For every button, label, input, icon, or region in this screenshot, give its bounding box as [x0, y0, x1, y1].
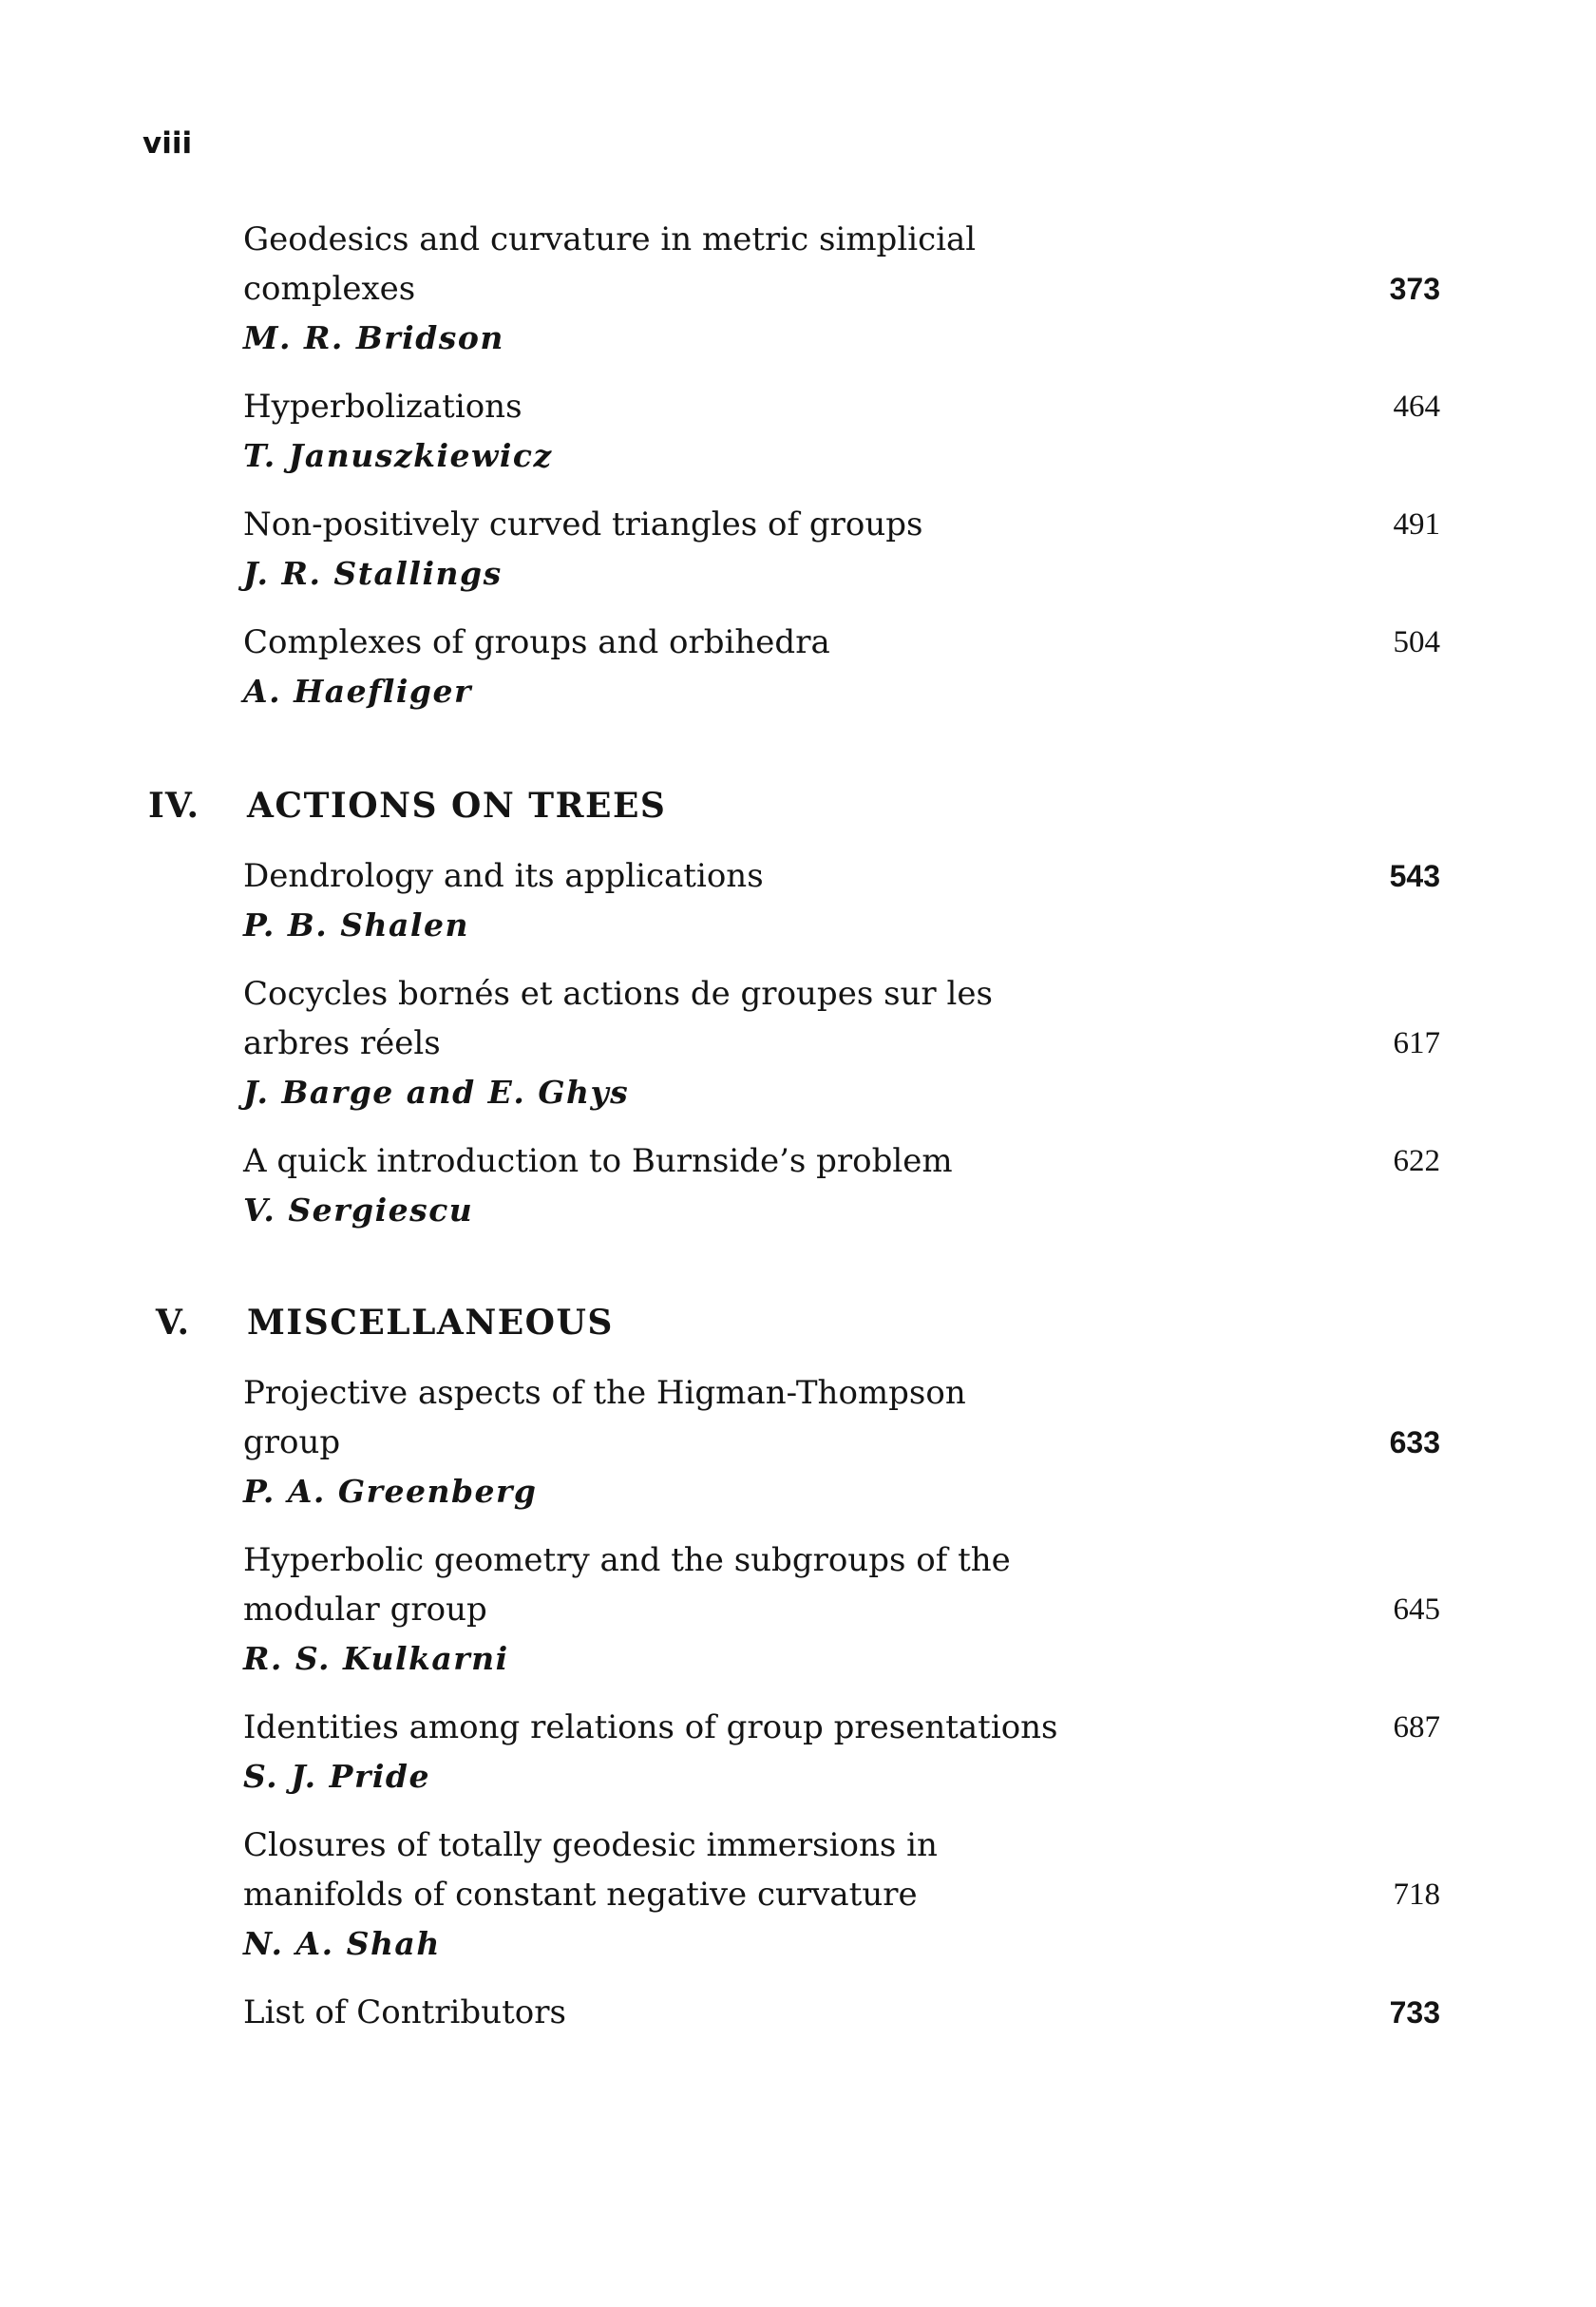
page-number: viii	[142, 126, 193, 161]
entry-title-line: Geodesics and curvature in metric simplicial	[243, 220, 977, 258]
entry-author: T. Januszkiewicz	[243, 437, 553, 474]
toc-entry[interactable]	[243, 969, 1440, 1117]
section-title: ACTIONS ON TREES	[247, 786, 667, 826]
entry-title-line: Dendrology and its applications 543	[243, 851, 1440, 901]
entry-page: 464	[1393, 390, 1440, 424]
entry-title-line: List of Contributors 733	[243, 1988, 1440, 2037]
entry-page: 718	[1393, 1878, 1440, 1912]
entry-title-line: complexes 373	[243, 264, 1440, 314]
toc-entry[interactable]	[243, 1368, 1440, 1516]
entry-page: 622	[1393, 1144, 1440, 1178]
toc-entry[interactable]	[243, 382, 1440, 481]
entry-author: P. A. Greenberg	[243, 1473, 538, 1510]
toc-entry[interactable]	[243, 1821, 1440, 1969]
toc-entry[interactable]	[243, 500, 1440, 599]
entry-title-line: Projective aspects of the Higman-Thompson	[243, 1374, 966, 1412]
entry-page: 645	[1393, 1592, 1440, 1627]
entry-author: P. B. Shalen	[243, 906, 469, 944]
entry-page: 543	[1389, 859, 1440, 893]
entry-title-line: Non-positively curved triangles of groups 491	[243, 500, 1440, 549]
entry-page: 733	[1389, 1995, 1440, 2030]
entry-title-line: Cocycles bornés et actions de groupes sur les	[243, 975, 993, 1013]
entry-title-line: Complexes of groups and orbihedra 504	[243, 618, 1440, 667]
entry-page: 687	[1393, 1710, 1440, 1745]
entry-title-line: arbres réels 617	[243, 1019, 1440, 1068]
entry-title-line: Hyperbolizations 464	[243, 382, 1440, 431]
section-title: MISCELLANEOUS	[247, 1303, 614, 1343]
entry-title-line: A quick introduction to Burnside’s problem 622	[243, 1136, 1440, 1186]
toc-entry[interactable]	[243, 1703, 1440, 1802]
entry-author: R. S. Kulkarni	[243, 1640, 509, 1677]
section-number: V.	[155, 1303, 190, 1343]
toc-entry[interactable]	[243, 1136, 1440, 1235]
entry-page: 491	[1393, 507, 1440, 542]
entry-title-line: modular group 645	[243, 1585, 1440, 1634]
entry-author: J. Barge and E. Ghys	[243, 1074, 630, 1111]
entry-author: J. R. Stallings	[243, 555, 503, 592]
toc-entry[interactable]	[243, 851, 1440, 950]
toc-entry[interactable]	[243, 215, 1440, 363]
entry-page: 633	[1389, 1425, 1440, 1459]
toc-entry[interactable]	[243, 1535, 1440, 1684]
entry-title-line: Hyperbolic geometry and the subgroups of the	[243, 1541, 1011, 1579]
entry-page: 373	[1389, 272, 1440, 306]
entry-title-line: Closures of totally geodesic immersions in	[243, 1826, 938, 1864]
toc-entry[interactable]	[243, 1988, 1440, 2037]
entry-author: V. Sergiescu	[243, 1192, 474, 1229]
toc-entry[interactable]	[243, 618, 1440, 716]
entry-title-line: manifolds of constant negative curvature 718	[243, 1870, 1440, 1919]
entry-title-line: Identities among relations of group presentations 687	[243, 1703, 1440, 1752]
entry-author: N. A. Shah	[243, 1925, 441, 1962]
entry-page: 617	[1393, 1026, 1440, 1060]
section-number: IV.	[147, 786, 200, 826]
entry-author: A. Haefliger	[243, 673, 472, 710]
entry-author: M. R. Bridson	[243, 319, 504, 356]
entry-author: S. J. Pride	[243, 1758, 430, 1795]
entry-page: 504	[1393, 625, 1440, 659]
entry-title-line: group 633	[243, 1418, 1440, 1467]
